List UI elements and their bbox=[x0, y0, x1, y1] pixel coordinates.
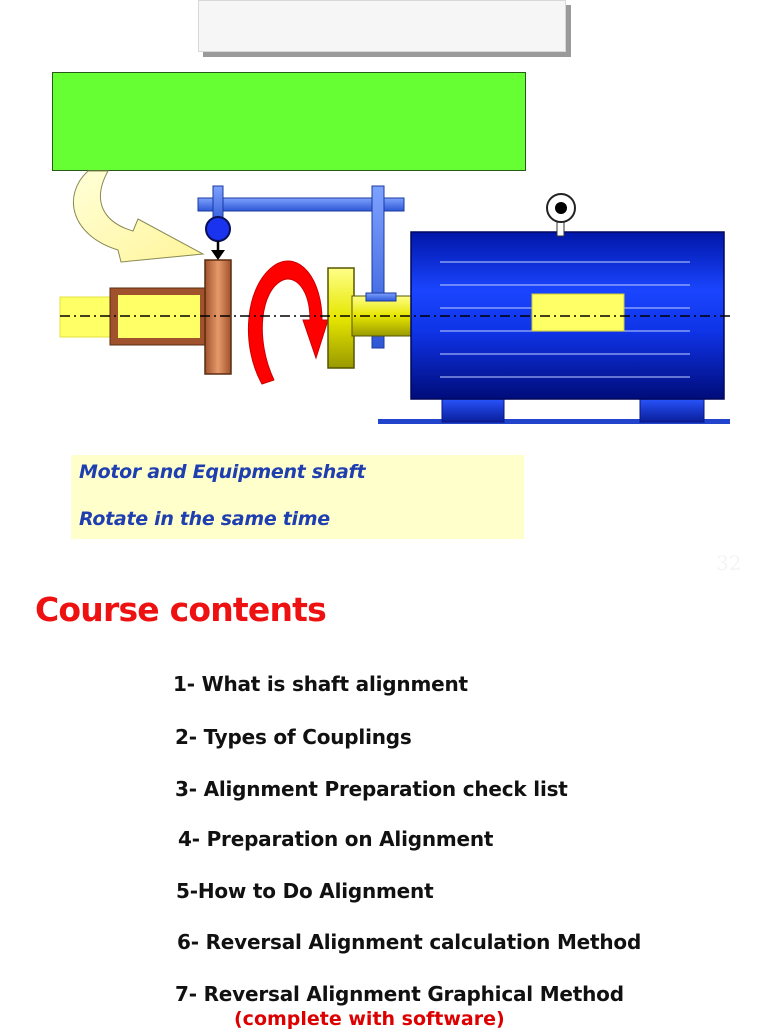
slide-title-box bbox=[198, 0, 566, 52]
course-item-3: 3- Alignment Preparation check list bbox=[175, 777, 568, 801]
caption-line-2: Rotate in the same time bbox=[79, 508, 330, 530]
motor-nameplate bbox=[532, 294, 624, 331]
course-item-5: 5-How to Do Alignment bbox=[176, 879, 434, 903]
motor bbox=[378, 194, 730, 424]
coupling-left bbox=[205, 260, 231, 374]
course-item-1: 1- What is shaft alignment bbox=[173, 672, 468, 696]
shaft-alignment-diagram bbox=[0, 160, 768, 440]
course-item-2: 2- Types of Couplings bbox=[175, 725, 412, 749]
motor-foot-left bbox=[442, 398, 504, 422]
course-item-4: 4- Preparation on Alignment bbox=[178, 827, 494, 851]
dial-indicator-icon bbox=[206, 217, 230, 241]
rotation-arrow-icon bbox=[248, 261, 328, 384]
caption-line-1: Motor and Equipment shaft bbox=[79, 461, 366, 483]
course-item-7-note: (complete with software) bbox=[234, 1008, 505, 1030]
motor-foot-right bbox=[640, 398, 704, 422]
coupling-right bbox=[328, 268, 354, 368]
green-label-box bbox=[52, 72, 526, 171]
course-item-7: 7- Reversal Alignment Graphical Method bbox=[175, 982, 624, 1006]
slide-number: 32 bbox=[716, 551, 742, 575]
course-item-6: 6- Reversal Alignment calculation Method bbox=[177, 930, 642, 954]
curved-arrow-icon bbox=[73, 171, 203, 262]
caption-box bbox=[71, 455, 524, 539]
course-contents-title: Course contents bbox=[35, 590, 326, 629]
